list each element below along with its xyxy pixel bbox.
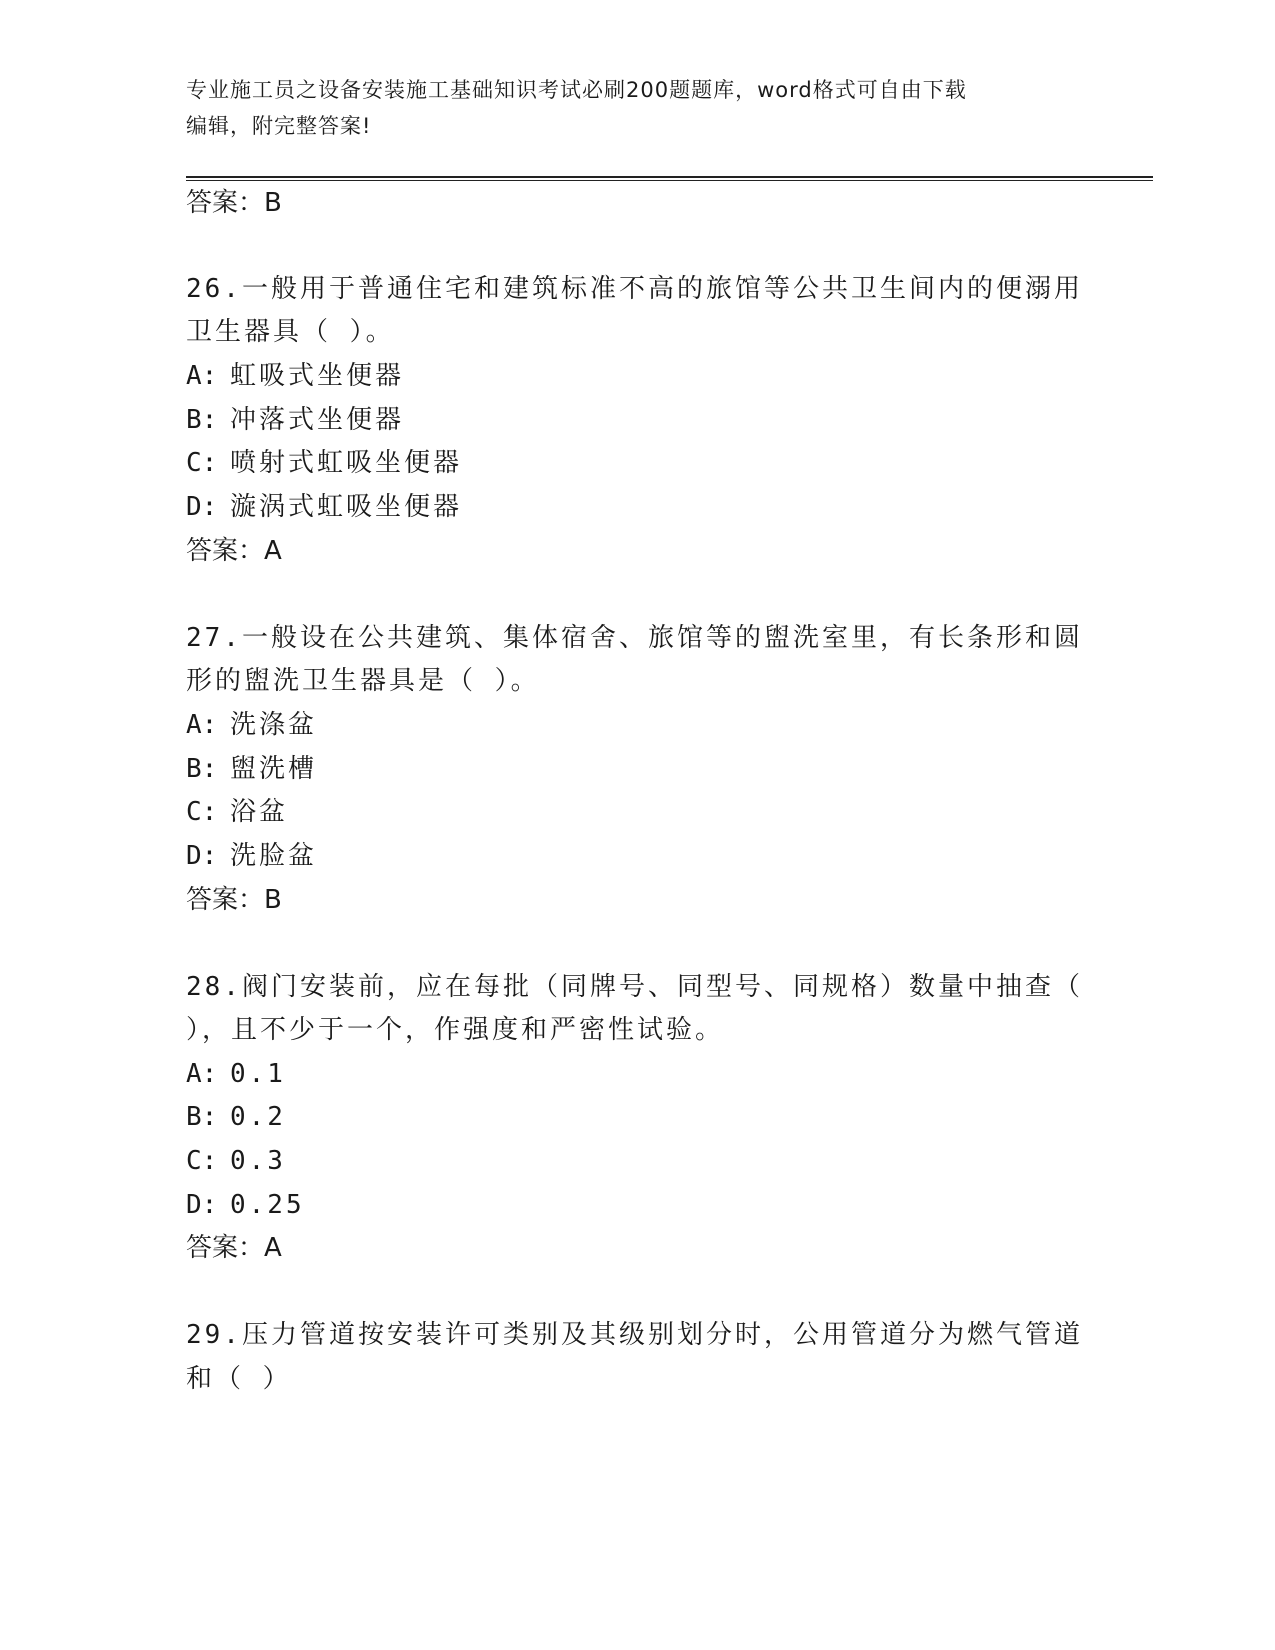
option-text: 冲落式坐便器 — [230, 405, 405, 435]
option-text: 盥洗槽 — [230, 754, 318, 784]
question-26-line-1: 26.一般用于普通住宅和建筑标准不高的旅馆等公共卫生间内的便溺用 — [186, 274, 1083, 304]
question-28-line-1: 28.阀门安装前，应在每批（同牌号、同型号、同规格）数量中抽查（ — [186, 972, 1083, 1002]
option-b — [186, 1100, 286, 1134]
header-line-2: 编辑，附完整答案! — [186, 114, 372, 138]
header-divider — [186, 176, 1153, 181]
option-label: C: — [186, 448, 218, 478]
option-b — [186, 752, 317, 786]
option-label: A: — [186, 361, 218, 391]
header-line-1: 专业施工员之设备安装施工基础知识考试必刷200题题库，word格式可自由下载 — [186, 78, 967, 102]
option-label: D: — [186, 841, 218, 871]
option-label: C: — [186, 1146, 218, 1176]
option-a — [186, 1057, 286, 1091]
option-a — [186, 359, 404, 393]
question-29-line-2: 和（ ） — [186, 1364, 292, 1394]
answer-line: 答案：B — [186, 885, 282, 915]
option-text: 0.2 — [230, 1102, 286, 1132]
option-text: 浴盆 — [230, 797, 289, 827]
option-text: 漩涡式虹吸坐便器 — [230, 492, 463, 522]
option-label: A: — [186, 1059, 218, 1089]
option-label: D: — [186, 1190, 218, 1220]
answer-line: 答案：A — [186, 536, 282, 566]
question-29-line-1: 29.压力管道按安装许可类别及其级别划分时，公用管道分为燃气管道 — [186, 1320, 1083, 1350]
option-label: A: — [186, 710, 218, 740]
question-26-line-2: 卫生器具（ ）。 — [186, 317, 395, 347]
option-label: B: — [186, 754, 218, 784]
option-d — [186, 1188, 305, 1222]
question-27-line-1: 27.一般设在公共建筑、集体宿舍、旅馆等的盥洗室里，有长条形和圆 — [186, 623, 1083, 653]
option-d — [186, 839, 317, 873]
option-text: 0.25 — [230, 1190, 305, 1220]
option-c — [186, 446, 462, 480]
option-label: B: — [186, 405, 218, 435]
option-text: 0.1 — [230, 1059, 286, 1089]
question-28-line-2: ），且不少于一个，作强度和严密性试验。 — [186, 1015, 725, 1045]
option-c — [186, 1144, 286, 1178]
option-d — [186, 490, 462, 524]
option-text: 洗涤盆 — [230, 710, 318, 740]
option-text: 虹吸式坐便器 — [230, 361, 405, 391]
option-text: 喷射式虹吸坐便器 — [230, 448, 463, 478]
document-header — [186, 72, 1066, 144]
option-text: 0.3 — [230, 1146, 286, 1176]
option-text: 洗脸盆 — [230, 841, 318, 871]
option-label: B: — [186, 1102, 218, 1132]
answer-line: 答案：A — [186, 1233, 282, 1263]
option-label: C: — [186, 797, 218, 827]
question-27-line-2: 形的盥洗卫生器具是（ ）。 — [186, 666, 540, 696]
option-b — [186, 403, 404, 437]
option-a — [186, 708, 317, 742]
option-label: D: — [186, 492, 218, 522]
answer-line: 答案：B — [186, 188, 282, 218]
option-c — [186, 795, 288, 829]
